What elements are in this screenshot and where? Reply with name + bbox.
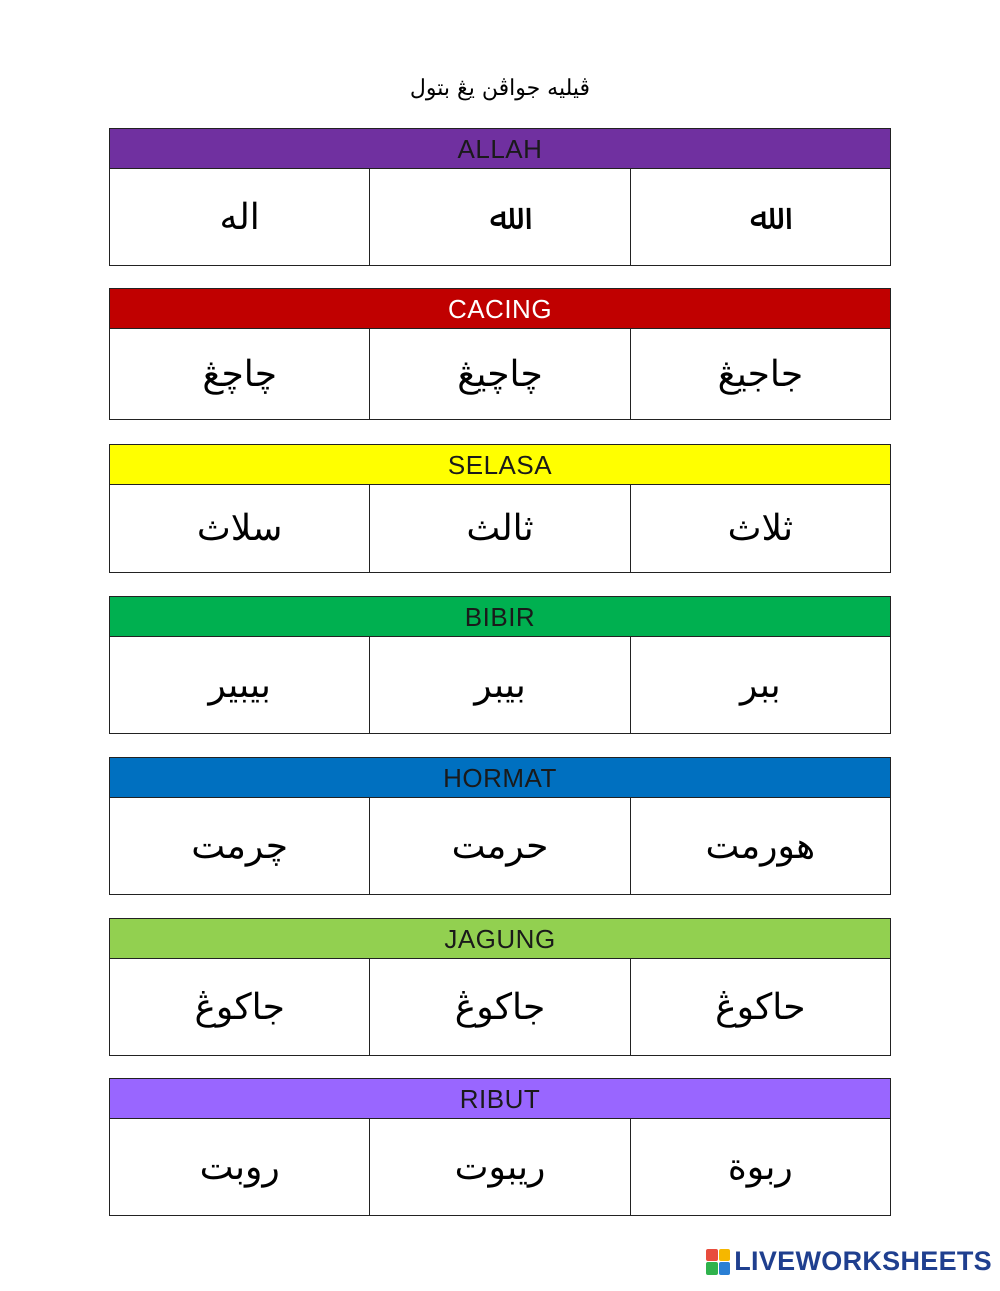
- answer-options-row: [110, 329, 890, 419]
- question-block-bibir: [109, 596, 891, 734]
- answer-options-row: [110, 1119, 890, 1215]
- worksheet-title: ڤيليه جواڤن يڠ بتول: [409, 76, 591, 101]
- answer-option[interactable]: چرمت: [191, 825, 289, 867]
- answer-option[interactable]: ﷲ: [369, 169, 629, 265]
- question-word-header: BIBIR: [110, 597, 890, 637]
- answer-option[interactable]: حرمت: [369, 798, 629, 894]
- answer-option[interactable]: ثالث: [369, 485, 629, 572]
- answer-option[interactable]: هورمت: [630, 798, 890, 894]
- question-block-allah: [109, 128, 891, 266]
- answer-option[interactable]: سلاث: [196, 508, 283, 549]
- question-block-selasa: [109, 444, 891, 573]
- brand-name: LIVEWORKSHEETS: [734, 1246, 992, 1276]
- question-word-header: ALLAH: [110, 129, 890, 169]
- answer-option[interactable]: ربوة: [630, 1119, 890, 1215]
- answer-options-row: [110, 485, 890, 572]
- answer-option[interactable]: اله: [219, 196, 260, 238]
- answer-option[interactable]: جاجيڠ: [630, 329, 890, 419]
- question-word-header: JAGUNG: [110, 919, 890, 959]
- question-block-hormat: [109, 757, 891, 895]
- answer-option[interactable]: جاکوڠ: [369, 959, 629, 1055]
- answer-option[interactable]: حاکوڠ: [630, 959, 890, 1055]
- answer-option[interactable]: ثلاث: [630, 485, 890, 572]
- answer-option[interactable]: ﷲ: [630, 169, 890, 265]
- answer-options-row: [110, 169, 890, 265]
- question-word-header: HORMAT: [110, 758, 890, 798]
- answer-option[interactable]: چاچيڠ: [369, 329, 629, 419]
- answer-options-row: [110, 959, 890, 1055]
- answer-options-row: [110, 637, 890, 733]
- answer-option[interactable]: ببر: [630, 637, 890, 733]
- question-word-header: CACING: [110, 289, 890, 329]
- question-block-ribut: [109, 1078, 891, 1216]
- liveworksheets-brand: [706, 1246, 992, 1277]
- answer-option[interactable]: چاچڠ: [202, 353, 277, 395]
- answer-option[interactable]: ريبوت: [369, 1119, 629, 1215]
- question-word-header: RIBUT: [110, 1079, 890, 1119]
- question-word-header: SELASA: [110, 445, 890, 485]
- question-block-jagung: [109, 918, 891, 1056]
- answer-option[interactable]: جاکوڠ: [194, 986, 285, 1028]
- answer-option[interactable]: بيبير: [208, 664, 271, 706]
- answer-option[interactable]: روبت: [199, 1146, 280, 1188]
- question-block-cacing: [109, 288, 891, 420]
- answer-options-row: [110, 798, 890, 894]
- liveworksheets-logo-icon: [706, 1249, 730, 1275]
- answer-option[interactable]: بيبر: [369, 637, 629, 733]
